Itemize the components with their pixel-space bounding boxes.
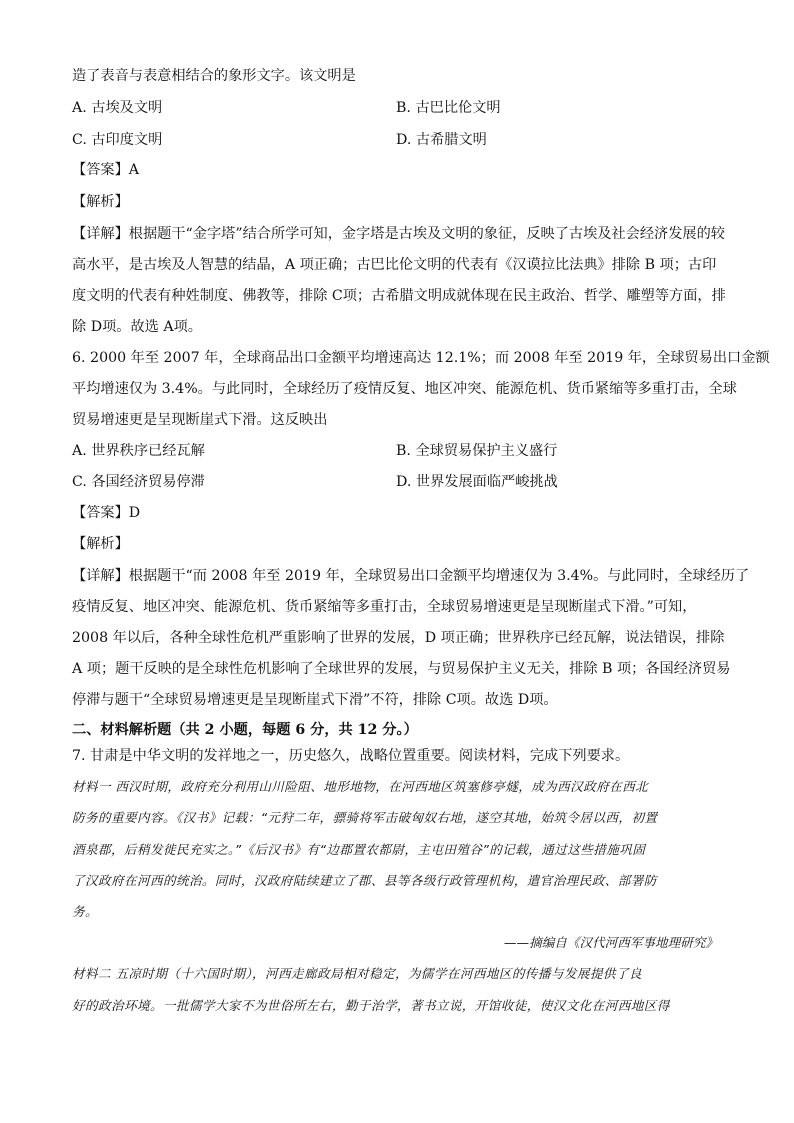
q5-detail-line: 度文明的代表有种姓制度、佛教等，排除 C项；古希腊文明成就体现在民主政治、哲学、雕塑等方面，排: [72, 288, 726, 304]
q6-stem-line: 6. 2000 年至 2007 年，全球商品出口金额平均增速高达 12.1%；而 2008 年至 2019 年，全球贸易出口金额: [72, 350, 770, 366]
q5-stem-tail: 造了表音与表意相结合的象形文字。该文明是: [72, 68, 356, 84]
material-2-line: 材料二 五凉时期（十六国时期），河西走廊政局相对稳定，为儒学在河西地区的传播与发展提供了良: [72, 966, 642, 981]
q5-detail-line: 【详解】根据题干“金字塔”结合所学可知，金字塔是古埃及文明的象征，反映了古埃及社会经济发展的较: [72, 226, 725, 242]
q6-option-d[interactable]: D. 世界发展面临严峻挑战: [396, 474, 558, 490]
q6-option-b[interactable]: B. 全球贸易保护主义盛行: [396, 443, 558, 459]
material-1-line: 材料一 西汉时期，政府充分利用山川险阻、地形地物，在河西地区筑塞修亭燧，成为西汉政府在西北: [72, 779, 649, 794]
q5-option-d[interactable]: D. 古希腊文明: [396, 132, 487, 148]
q5-option-b[interactable]: B. 古巴比伦文明: [396, 100, 501, 116]
q6-detail-line: 疫情反复、地区冲突、能源危机、货币紧缩等多重打击，全球贸易增速更是呈现断崖式下滑。”可知，: [72, 599, 697, 615]
q5-analysis-label: 【解析】: [72, 194, 129, 210]
material-1-source: ——摘编自《汉代河西军事地理研究》: [503, 935, 718, 950]
material-1-line: 了汉政府在河西的统治。同时，汉政府陆续建立了郡、县等各级行政管理机构，遣官治理民政、部署防: [72, 873, 657, 888]
q5-option-a[interactable]: A. 古埃及文明: [72, 100, 163, 116]
q6-detail-line: 【详解】根据题干“而 2008 年至 2019 年，全球贸易出口金额平均增速仅为 3.4%。与此同时，全球经历了: [72, 568, 750, 584]
q5-answer: 【答案】A: [72, 162, 139, 178]
q6-detail-line: A 项；题干反映的是全球性危机影响了全球世界的发展，与贸易保护主义无关，排除 B 项；各国经济贸易: [72, 661, 731, 677]
q6-detail-line: 停滞与题干“全球贸易增速更是呈现断崖式下滑”不符，排除 C项。故选 D项。: [72, 692, 558, 708]
q6-answer: 【答案】D: [72, 505, 141, 521]
q6-stem-line: 平均增速仅为 3.4%。与此同时，全球经历了疫情反复、地区冲突、能源危机、货币紧缩等多重打击，全球: [72, 381, 737, 397]
q5-option-c[interactable]: C. 古印度文明: [72, 132, 163, 148]
section-heading: 二、材料解析题（共 2 小题，每题 6 分，共 12 分。）: [72, 722, 418, 738]
material-1-line: 务。: [72, 904, 98, 919]
material-1-line: 防务的重要内容。《汉书》记载：“元狩二年，骠骑将军击破匈奴右地，遂空其地，始筑令居以西，初置: [72, 810, 658, 825]
material-2-line: 好的政治环境。一批儒学大家不为世俗所左右，勤于治学，著书立说，开馆收徒，使汉文化在河西地区得: [72, 998, 670, 1013]
q6-option-a[interactable]: A. 世界秩序已经瓦解: [72, 443, 205, 459]
q6-analysis-label: 【解析】: [72, 536, 129, 552]
q7-stem: 7. 甘肃是中华文明的发祥地之一，历史悠久，战略位置重要。阅读材料，完成下列要求。: [72, 748, 630, 764]
q6-option-c[interactable]: C. 各国经济贸易停滞: [72, 474, 205, 490]
q6-stem-line: 贸易增速更是呈现断崖式下滑。这反映出: [72, 412, 328, 428]
q6-detail-line: 2008 年以后，各种全球性危机严重影响了世界的发展，D 项正确；世界秩序已经瓦解，说法错误，排除: [72, 630, 725, 646]
q5-detail-line: 除 D项。故选 A项。: [72, 319, 202, 335]
material-1-line: 酒泉郡，后稍发徙民充实之。”《后汉书》有“边郡置农都尉，主屯田殖谷”的记载，通过这些措施巩固: [72, 842, 646, 857]
q5-detail-line: 高水平，是古埃及人智慧的结晶，A 项正确；古巴比伦文明的代表有《汉谟拉比法典》排除 B 项；古印: [72, 257, 717, 273]
